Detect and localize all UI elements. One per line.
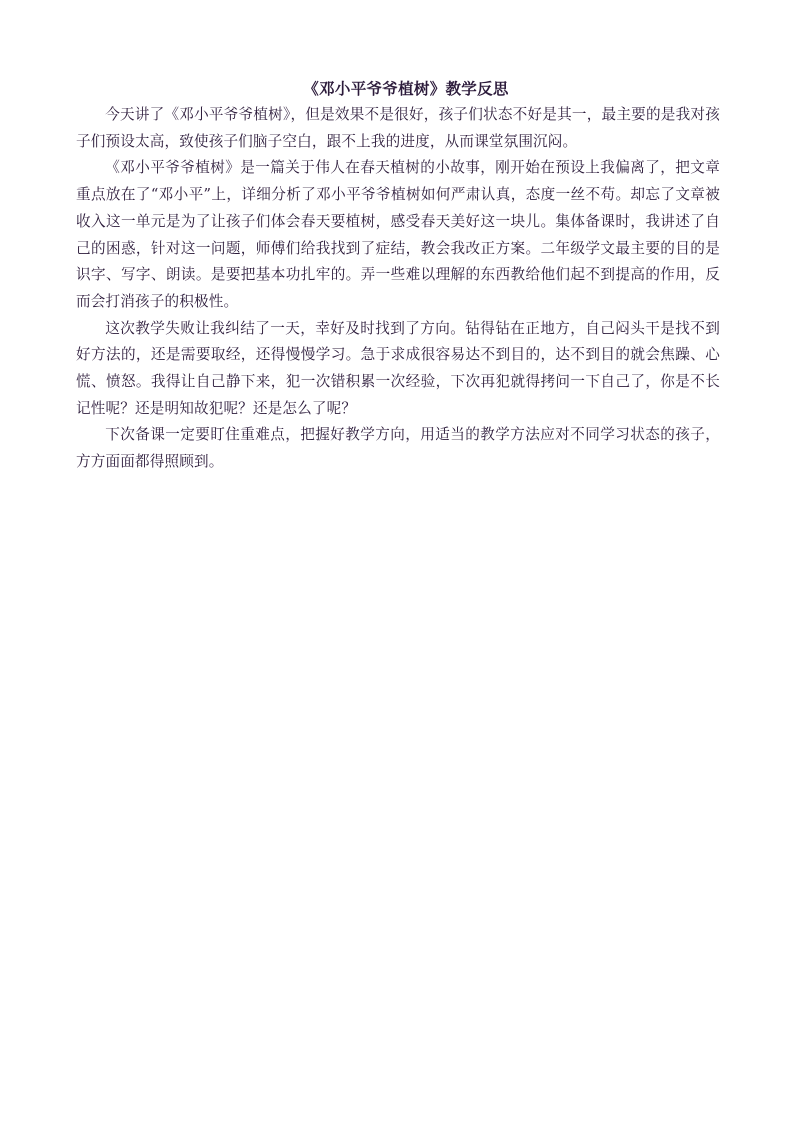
paragraph-4: 下次备课一定要盯住重难点，把握好教学方向，用适当的教学方法应对不同学习状态的孩子，方方面面都得照顾到。 bbox=[76, 426, 720, 471]
paragraph-1: 今天讲了《邓小平爷爷植树》，但是效果不是很好，孩子们状态不好是其一，最主要的是我对孩子们预设太高，致使孩子们脑子空白，跟不上我的进度，从而课堂氛围沉闷。 bbox=[76, 106, 720, 150]
paragraph-3: 这次教学失败让我纠结了一天，幸好及时找到了方向。钻得钻在正地方，自己闷头干是找不到好方法的，还是需要取经，还得慢慢学习。急于求成很容易达不到目的，达不到目的就会焦躁、心慌、愤怒。我得让自己静下来，犯一次错积累一次经验，下次再犯就得拷问一下自己了，你是不长记性呢？还是明知故犯呢？还是怎么了呢？ bbox=[76, 319, 720, 417]
document-page bbox=[76, 76, 720, 476]
document-title: 《邓小平爷爷植树》教学反思 bbox=[303, 79, 509, 98]
paragraph-2: 《邓小平爷爷植树》是一篇关于伟人在春天植树的小故事，刚开始在预设上我偏离了，把文章重点放在了“邓小平”上，详细分析了邓小平爷爷植树如何严肃认真，态度一丝不苟。却忘了文章被收入这一单元是为了让孩子们体会春天要植树，感受春天美好这一块儿。集体备课时，我讲述了自己的困惑，针对这一问题，师傅们给我找到了症结，教会我改正方案。二年级学文最主要的目的是识字、写字、朗读。是要把基本功扎牢的。弄一些难以理解的东西教给他们起不到提高的作用，反而会打消孩子的积极性。 bbox=[76, 159, 720, 310]
